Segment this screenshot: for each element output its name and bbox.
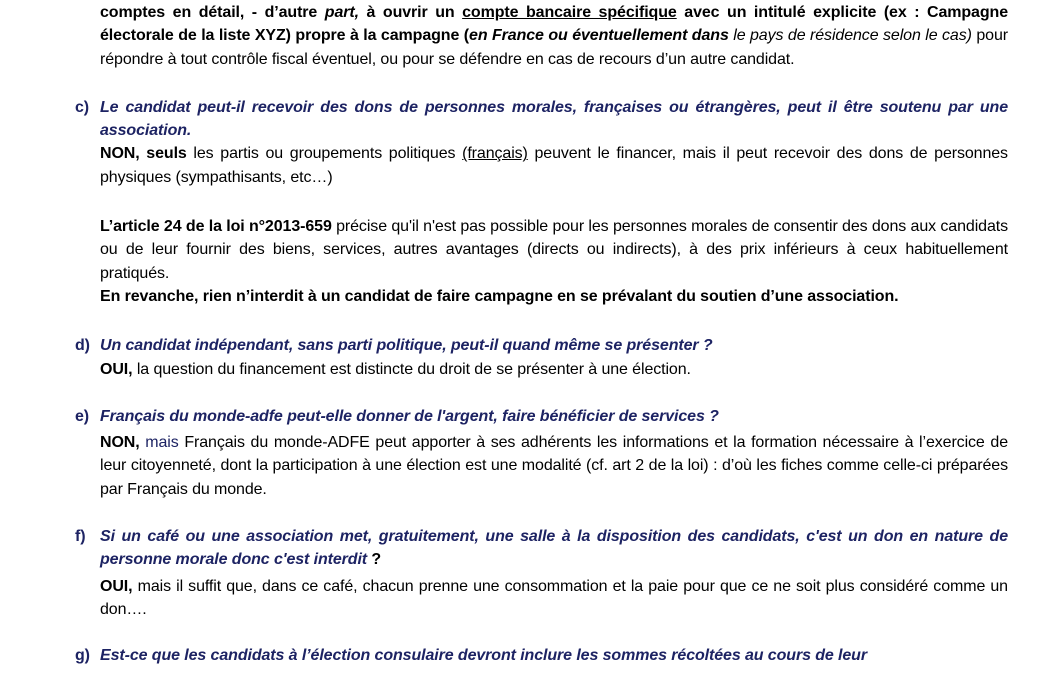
text-run: mais il suffit que, dans ce café, chacun prenne une consommation et la paie pour que ce ne soit plus considéré comme un don…. <box>100 577 1013 618</box>
text-run: part, <box>324 4 359 21</box>
text-run: la question du financement est distincte du droit de se présenter à une élection. <box>132 360 691 378</box>
answer-f <box>100 575 1013 622</box>
text-run: à ouvrir un <box>358 4 463 21</box>
paragraph-text <box>100 285 1008 308</box>
paragraph-text <box>100 142 1013 189</box>
text-run: OUI, <box>100 577 133 595</box>
text-run: OUI, <box>100 360 133 378</box>
paragraph-text <box>100 96 1013 143</box>
qa-item-question-d <box>75 334 1008 357</box>
list-marker: g) <box>75 647 90 665</box>
text-run: Si un café ou une association met, gratuitement, une salle à la disposition des candidats, c'est un don en nature de personne morale donc c'est interdit <box>100 528 1013 569</box>
en-revanche <box>100 285 1008 308</box>
paragraph-text <box>100 431 1013 501</box>
list-marker: d) <box>75 337 90 355</box>
answer-d <box>100 358 1008 381</box>
paragraph-text <box>100 405 1008 428</box>
text-run: (français) <box>462 145 528 163</box>
text-run: précise qu'il n'est pas possible pour les personnes morales de consentir des dons aux candidats ou de leur fournir des biens, services, autres avantages (directs ou indirects), à des prix inférieurs à ceux habituellement pratiqués. <box>100 218 1013 282</box>
text-run: Français du monde-adfe peut-elle donner de l'argent, faire bénéficier de services ? <box>100 407 719 425</box>
list-marker: f) <box>75 528 86 546</box>
qa-item-question-g <box>75 644 1008 667</box>
paragraph-text <box>100 215 1013 285</box>
list-marker: e) <box>75 407 90 425</box>
paragraph-text <box>100 334 1008 357</box>
text-run: Un candidat indépendant, sans parti politique, peut-il quand même se présenter ? <box>100 337 713 355</box>
list-marker: c) <box>75 98 90 116</box>
qa-item-question-f <box>75 525 1013 572</box>
paragraph-text <box>100 1 1013 71</box>
text-run: NON, seuls <box>100 145 187 163</box>
text-run: avec un intitulé explicite (ex : Campagne électorale de la liste XYZ) propre à la campagne ( <box>100 4 1013 45</box>
paragraph-text <box>100 525 1013 572</box>
text-run: comptes en détail, - d’autre <box>100 4 325 21</box>
text-run: L’article 24 de la loi n°2013-659 <box>100 218 332 236</box>
qa-item-question-c <box>75 96 1013 143</box>
text-run: les partis ou groupements politiques <box>186 145 463 163</box>
intro-continuation <box>100 1 1013 71</box>
article-24 <box>100 215 1013 285</box>
answer-e <box>100 431 1013 501</box>
text-run: Le candidat peut-il recevoir des dons de personnes morales, françaises ou étrangères, peut il être soutenu par une association. <box>100 98 1013 140</box>
text-run: compte bancaire spécifique <box>462 4 677 21</box>
paragraph-text <box>100 358 1008 381</box>
text-run: peuvent le financer, mais il peut recevoir des dons de personnes physiques (sympathisants, etc…) <box>100 145 1013 186</box>
paragraph-text <box>100 575 1013 622</box>
text-run: le pays de résidence selon le cas) <box>728 27 972 45</box>
qa-item-question-e <box>75 405 1008 428</box>
text-run: En revanche, rien n’interdit à un candidat de faire campagne en se prévalant du soutien d’une association. <box>100 287 899 305</box>
text-run: en France ou éventuellement dans <box>469 27 729 45</box>
text-run: Est-ce que les candidats à l’élection consulaire devront inclure les sommes récoltées au cours de leur <box>100 647 867 665</box>
document-content <box>75 1 1013 668</box>
answer-c <box>100 142 1013 189</box>
text-run: ? <box>367 551 382 569</box>
text-run: mais <box>145 434 179 452</box>
paragraph-text <box>100 644 1008 667</box>
text-run: NON, <box>100 434 140 452</box>
text-run: pour répondre à tout contrôle fiscal éventuel, ou pour se défendre en cas de recours d’un autre candidat. <box>100 27 1013 68</box>
text-run: Français du monde-ADFE peut apporter à ses adhérents les informations et la formation nécessaire à l’exercice de leur citoyenneté, dont la participation à une élection est une modalité (cf. art 2 de la loi) : d’où les fiches comme celle-ci préparées par Français du monde. <box>100 434 1013 498</box>
